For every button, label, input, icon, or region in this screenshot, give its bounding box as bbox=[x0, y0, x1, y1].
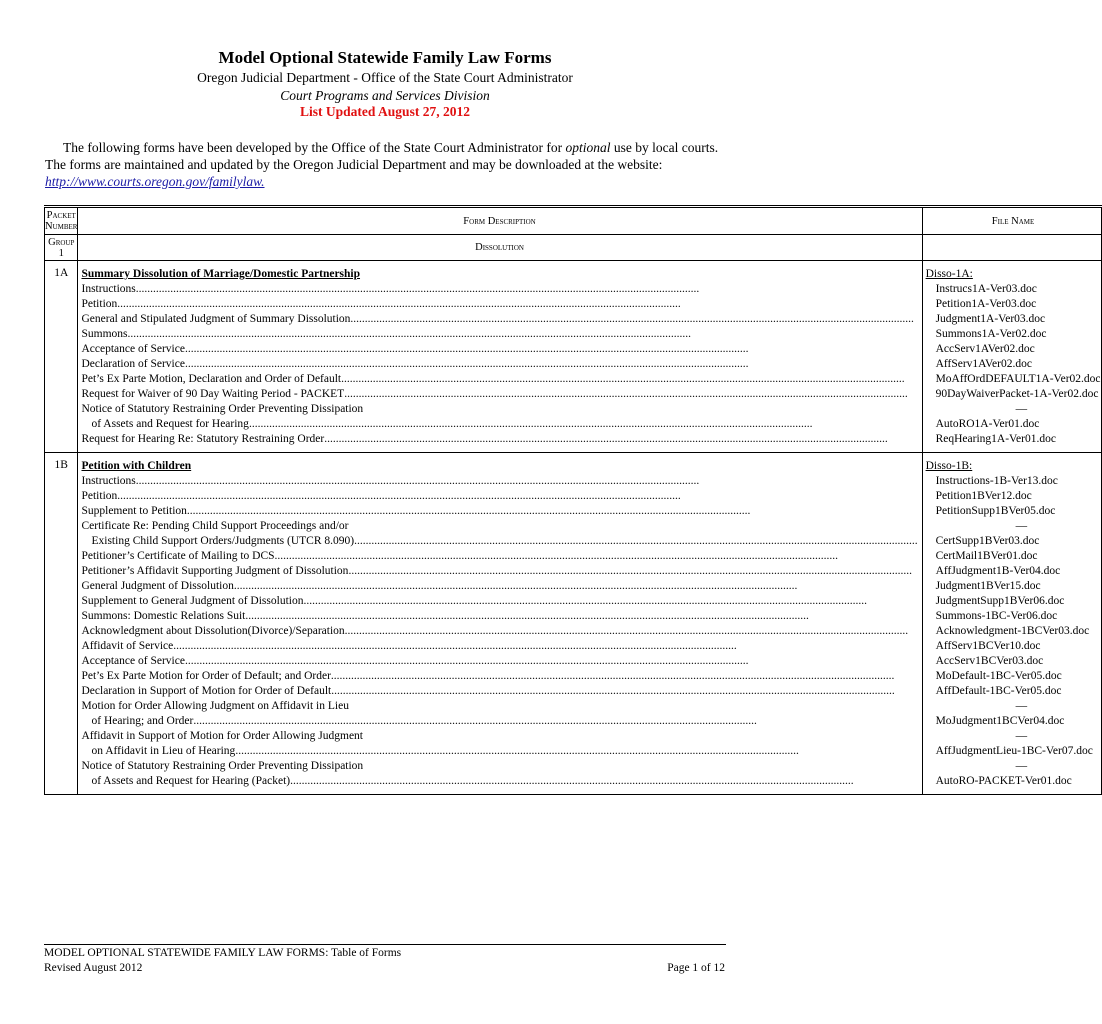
form-line-text: Summons bbox=[81, 328, 128, 340]
dot-leader bbox=[290, 774, 917, 789]
form-line-text: Certificate Re: Pending Child Support Proceedings and/or bbox=[81, 520, 349, 532]
header-file-name: File Name bbox=[922, 207, 1101, 235]
dot-leader bbox=[345, 624, 918, 639]
file-name: AffJudgmentLieu-1BC-Ver07.doc bbox=[935, 745, 1093, 757]
footer-divider bbox=[44, 944, 726, 945]
file-name: AffDefault-1BC-Ver05.doc bbox=[935, 685, 1062, 697]
file-name: AffServ1AVer02.doc bbox=[935, 358, 1032, 370]
file-name: MoAffOrdDEFAULT1A-Ver02.doc bbox=[935, 373, 1101, 385]
dot-leader bbox=[128, 327, 918, 342]
dot-leader bbox=[341, 372, 917, 387]
header-form-description: Form Description bbox=[78, 207, 922, 235]
form-line-text: Petition bbox=[81, 298, 118, 310]
dot-leader bbox=[275, 549, 918, 564]
form-description-cell bbox=[78, 453, 922, 795]
form-line-text: on Affidavit in Lieu of Hearing bbox=[91, 745, 236, 757]
packet-number: 1A bbox=[45, 261, 78, 453]
form-line-text: Petition bbox=[81, 490, 118, 502]
packet-file-heading-text: Disso-1A: bbox=[925, 268, 973, 280]
form-line-text: of Hearing; and Order bbox=[91, 715, 194, 727]
form-line-text: Affidavit in Support of Motion for Order Allowing Judgment bbox=[81, 730, 363, 742]
form-line bbox=[81, 504, 917, 519]
form-line bbox=[81, 729, 917, 744]
form-line bbox=[81, 327, 917, 342]
dot-leader bbox=[117, 297, 917, 312]
dot-leader bbox=[331, 684, 917, 699]
form-line-text: Supplement to General Judgment of Dissolution bbox=[81, 595, 304, 607]
form-line bbox=[81, 282, 917, 297]
dot-leader bbox=[245, 609, 917, 624]
form-line-text: Affidavit of Service bbox=[81, 640, 174, 652]
file-name: JudgmentSupp1BVer06.doc bbox=[935, 595, 1065, 607]
form-line-text: Motion for Order Allowing Judgment on Affidavit in Lieu bbox=[81, 700, 349, 712]
footer-revised: Revised August 2012 bbox=[44, 962, 143, 974]
file-name: Instructions-1B-Ver13.doc bbox=[935, 475, 1058, 487]
division-name: Court Programs and Services Division bbox=[280, 88, 490, 103]
intro-paragraph bbox=[45, 139, 725, 190]
file-name: CertSupp1BVer03.doc bbox=[935, 535, 1040, 547]
file-name: — bbox=[1015, 403, 1028, 415]
dot-leader bbox=[185, 357, 918, 372]
form-line-text: Acknowledgment about Dissolution(Divorce)/Separation bbox=[81, 625, 345, 637]
packet-number: 1B bbox=[45, 453, 78, 795]
file-name-cell bbox=[922, 453, 1101, 795]
form-line bbox=[81, 564, 917, 579]
form-line bbox=[81, 312, 917, 327]
dot-leader bbox=[354, 534, 918, 549]
dot-leader bbox=[136, 282, 918, 297]
form-line bbox=[81, 387, 917, 402]
form-line bbox=[81, 297, 917, 312]
file-name-cell bbox=[922, 261, 1101, 453]
form-line bbox=[81, 699, 917, 714]
dot-leader bbox=[344, 387, 917, 402]
form-line bbox=[81, 609, 917, 624]
form-line bbox=[81, 579, 917, 594]
dot-leader bbox=[185, 342, 918, 357]
file-name: AffJudgment1B-Ver04.doc bbox=[935, 565, 1061, 577]
file-name: MoDefault-1BC-Ver05.doc bbox=[935, 670, 1062, 682]
file-name: AffServ1BCVer10.doc bbox=[935, 640, 1041, 652]
form-line bbox=[81, 744, 917, 759]
file-name: ReqHearing1A-Ver01.doc bbox=[935, 433, 1056, 445]
file-name: — bbox=[1015, 700, 1028, 712]
department-subtitle: Oregon Judicial Department - Office of the State Court Administrator bbox=[197, 70, 573, 85]
form-line bbox=[81, 534, 917, 549]
form-line-text: of Assets and Request for Hearing bbox=[91, 418, 249, 430]
dot-leader bbox=[117, 489, 917, 504]
form-line bbox=[81, 759, 917, 774]
form-line-text: Declaration in Support of Motion for Order of Default bbox=[81, 685, 332, 697]
dot-leader bbox=[303, 594, 917, 609]
file-name: Judgment1A-Ver03.doc bbox=[935, 313, 1046, 325]
file-name: 90DayWaiverPacket-1A-Ver02.doc bbox=[935, 388, 1099, 400]
packet-file-heading-text: Disso-1B: bbox=[925, 460, 973, 472]
intro-text-after: use by local courts. The forms are maintained and updated by the Oregon Judicial Department and may be downloaded at the website: bbox=[45, 140, 719, 172]
group-name: Dissolution bbox=[78, 235, 922, 261]
dot-leader bbox=[193, 714, 917, 729]
dot-leader bbox=[249, 417, 918, 432]
form-line-text: Petitioner’s Affidavit Supporting Judgment of Dissolution bbox=[81, 565, 349, 577]
form-line bbox=[81, 669, 917, 684]
form-line bbox=[81, 432, 917, 447]
form-line-text: Acceptance of Service bbox=[81, 655, 185, 667]
packet-file-heading bbox=[926, 267, 1101, 282]
dot-leader bbox=[324, 432, 917, 447]
form-description-cell bbox=[78, 261, 922, 453]
file-name: CertMail1BVer01.doc bbox=[935, 550, 1038, 562]
dot-leader bbox=[136, 474, 918, 489]
file-name: Summons1A-Ver02.doc bbox=[935, 328, 1047, 340]
group-row bbox=[45, 235, 1102, 261]
form-line bbox=[81, 549, 917, 564]
page-number: Page 1 of 12 bbox=[667, 962, 725, 974]
file-name: Judgment1BVer15.doc bbox=[935, 580, 1041, 592]
form-line-text: Existing Child Support Orders/Judgments (UTCR 8.090) bbox=[91, 535, 355, 547]
document-title: Model Optional Statewide Family Law Forms bbox=[218, 48, 552, 67]
form-line bbox=[81, 654, 917, 669]
packet-heading: Petition with Children bbox=[81, 460, 192, 472]
footer-title: MODEL OPTIONAL STATEWIDE FAMILY LAW FORMS: Table of Forms bbox=[44, 947, 402, 959]
dot-leader bbox=[235, 744, 917, 759]
form-line bbox=[81, 639, 917, 654]
table-header-row bbox=[45, 207, 1102, 235]
group-file-cell bbox=[922, 235, 1101, 261]
file-name: PetitionSupp1BVer05.doc bbox=[935, 505, 1056, 517]
dot-leader bbox=[331, 669, 918, 684]
form-line-text: Notice of Statutory Restraining Order Preventing Dissipation bbox=[81, 403, 364, 415]
form-line-text: General Judgment of Dissolution bbox=[81, 580, 234, 592]
intro-text-before: The following forms have been developed by the Office of the State Court Administrator for bbox=[63, 140, 566, 155]
form-line-text: Pet’s Ex Parte Motion, Declaration and Order of Default bbox=[81, 373, 342, 385]
dot-leader bbox=[187, 504, 918, 519]
form-line-text: Request for Hearing Re: Statutory Restraining Order bbox=[81, 433, 325, 445]
form-line bbox=[81, 474, 917, 489]
file-name: AccServ1AVer02.doc bbox=[935, 343, 1035, 355]
file-name: Summons-1BC-Ver06.doc bbox=[935, 610, 1058, 622]
file-name: AutoRO1A-Ver01.doc bbox=[935, 418, 1040, 430]
form-line-text: Declaration of Service bbox=[81, 358, 185, 370]
file-name: — bbox=[1015, 730, 1028, 742]
form-line bbox=[81, 372, 917, 387]
packet-file-heading bbox=[926, 459, 1101, 474]
file-name: — bbox=[1015, 760, 1028, 772]
form-line bbox=[81, 519, 917, 534]
form-line-text: Instructions bbox=[81, 283, 136, 295]
forms-table bbox=[44, 205, 1102, 795]
packet-row bbox=[45, 261, 1102, 453]
intro-optional-word: optional bbox=[565, 140, 611, 155]
form-line bbox=[81, 774, 917, 789]
form-line-text: Summons: Domestic Relations Suit bbox=[81, 610, 246, 622]
form-line-text: General and Stipulated Judgment of Summary Dissolution bbox=[81, 313, 351, 325]
form-line-text: Acceptance of Service bbox=[81, 343, 185, 355]
dot-leader bbox=[185, 654, 918, 669]
dot-leader bbox=[173, 639, 917, 654]
form-line bbox=[81, 342, 917, 357]
familylaw-website-link[interactable]: http://www.courts.oregon.gov/familylaw. bbox=[45, 174, 265, 189]
form-line-text: of Assets and Request for Hearing (Packet) bbox=[91, 775, 291, 787]
file-name: AccServ1BCVer03.doc bbox=[935, 655, 1044, 667]
form-line bbox=[81, 417, 917, 432]
form-line bbox=[81, 684, 917, 699]
form-line-text: Pet’s Ex Parte Motion for Order of Default; and Order bbox=[81, 670, 331, 682]
form-line-text: Petitioner’s Certificate of Mailing to DCS bbox=[81, 550, 275, 562]
file-name: — bbox=[1015, 520, 1028, 532]
form-line bbox=[81, 714, 917, 729]
form-line-text: Supplement to Petition bbox=[81, 505, 187, 517]
group-label: Group 1 bbox=[45, 235, 78, 261]
form-line bbox=[81, 489, 917, 504]
form-line bbox=[81, 357, 917, 372]
header-packet-number: Packet Number bbox=[45, 207, 78, 235]
packet-row bbox=[45, 453, 1102, 795]
packet-heading: Summary Dissolution of Marriage/Domestic Partnership bbox=[81, 268, 361, 280]
file-name: MoJudgment1BCVer04.doc bbox=[935, 715, 1065, 727]
file-name: AutoRO-PACKET-Ver01.doc bbox=[935, 775, 1072, 787]
dot-leader bbox=[234, 579, 918, 594]
dot-leader bbox=[348, 564, 917, 579]
file-name: Petition1BVer12.doc bbox=[935, 490, 1032, 502]
file-name: Petition1A-Ver03.doc bbox=[935, 298, 1037, 310]
dot-leader bbox=[350, 312, 917, 327]
form-line-text: Notice of Statutory Restraining Order Preventing Dissipation bbox=[81, 760, 364, 772]
form-line bbox=[81, 402, 917, 417]
form-line-text: Instructions bbox=[81, 475, 136, 487]
form-line bbox=[81, 594, 917, 609]
list-updated-date: List Updated August 27, 2012 bbox=[300, 104, 470, 119]
form-line-text: Request for Waiver of 90 Day Waiting Period - PACKET bbox=[81, 388, 345, 400]
file-name: Instrucs1A-Ver03.doc bbox=[935, 283, 1037, 295]
file-name: Acknowledgment-1BCVer03.doc bbox=[935, 625, 1090, 637]
form-line bbox=[81, 624, 917, 639]
